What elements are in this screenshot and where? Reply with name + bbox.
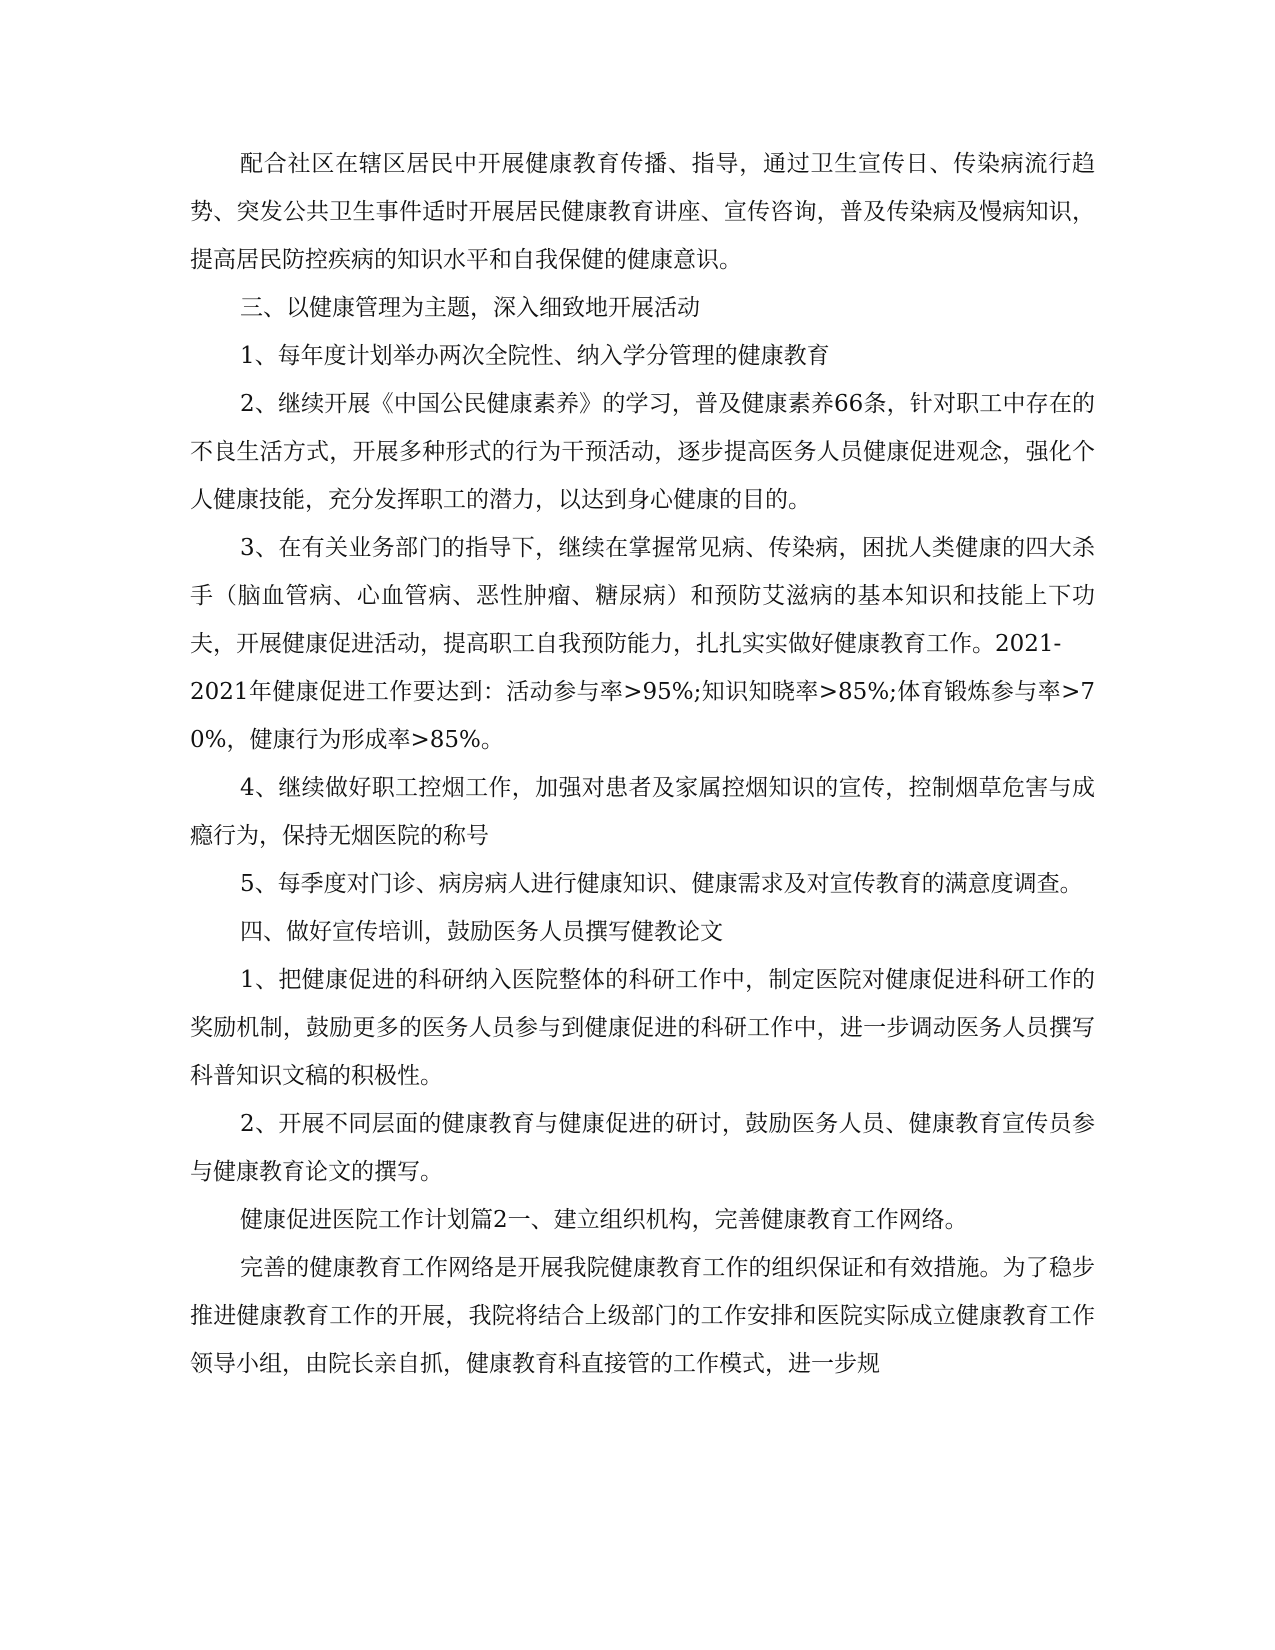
section-heading-health-management: 三、以健康管理为主题，深入细致地开展活动: [240, 295, 700, 321]
paragraph-community-health-education: 配合社区在辖区居民中开展健康教育传播、指导，通过卫生宣传日、传染病流行趋势、突发公共卫生事件适时开展居民健康教育讲座、宣传咨询，普及传染病及慢病知识，提高居民防控疾病的知识水平和自我保健的健康意识。: [190, 151, 1095, 273]
list-item-1-annual-education: 1、每年度计划举办两次全院性、纳入学分管理的健康教育: [240, 343, 830, 369]
list-item-3-disease-prevention: 3、在有关业务部门的指导下，继续在掌握常见病、传染病，困扰人类健康的四大杀手（脑血管病、心血管病、恶性肿瘤、糖尿病）和预防艾滋病的基本知识和技能上下功夫，开展健康促进活动，提高职工自我预防能力，扎扎实实做好健康教育工作。2021-: [190, 535, 1095, 657]
paragraph-plan-part-2: 健康促进医院工作计划篇2一、建立组织机构，完善健康教育工作网络。: [240, 1207, 968, 1233]
list-item-1-research: 1、把健康促进的科研纳入医院整体的科研工作中，制定医院对健康促进科研工作的奖励机制，鼓励更多的医务人员参与到健康促进的科研工作中，进一步调动医务人员撰写科普知识文稿的积极性。: [190, 967, 1095, 1089]
section-heading-training: 四、做好宣传培训，鼓励医务人员撰写健教论文: [240, 919, 723, 945]
list-item-2-health-literacy: 2、继续开展《中国公民健康素养》的学习，普及健康素养66条，针对职工中存在的不良生活方式，开展多种形式的行为干预活动，逐步提高医务人员健康促进观念，强化个人健康技能，充分发挥职工的潜力，以达到身心健康的目的。: [190, 391, 1095, 513]
paragraph-targets: 2021年健康促进工作要达到：活动参与率>95%;知识知晓率>85%;体育锻炼参与率>70%，健康行为形成率>85%。: [190, 679, 1095, 753]
list-item-5-satisfaction-survey: 5、每季度对门诊、病房病人进行健康知识、健康需求及对宣传教育的满意度调查。: [240, 871, 1083, 897]
document-body: [190, 140, 1095, 1388]
list-item-2-seminars: 2、开展不同层面的健康教育与健康促进的研讨，鼓励医务人员、健康教育宣传员参与健康教育论文的撰写。: [190, 1111, 1095, 1185]
list-item-4-tobacco-control: 4、继续做好职工控烟工作，加强对患者及家属控烟知识的宣传，控制烟草危害与成瘾行为，保持无烟医院的称号: [190, 775, 1095, 849]
paragraph-network: 完善的健康教育工作网络是开展我院健康教育工作的组织保证和有效措施。为了稳步推进健康教育工作的开展，我院将结合上级部门的工作安排和医院实际成立健康教育工作领导小组，由院长亲自抓，健康教育科直接管的工作模式，进一步规: [190, 1255, 1095, 1377]
